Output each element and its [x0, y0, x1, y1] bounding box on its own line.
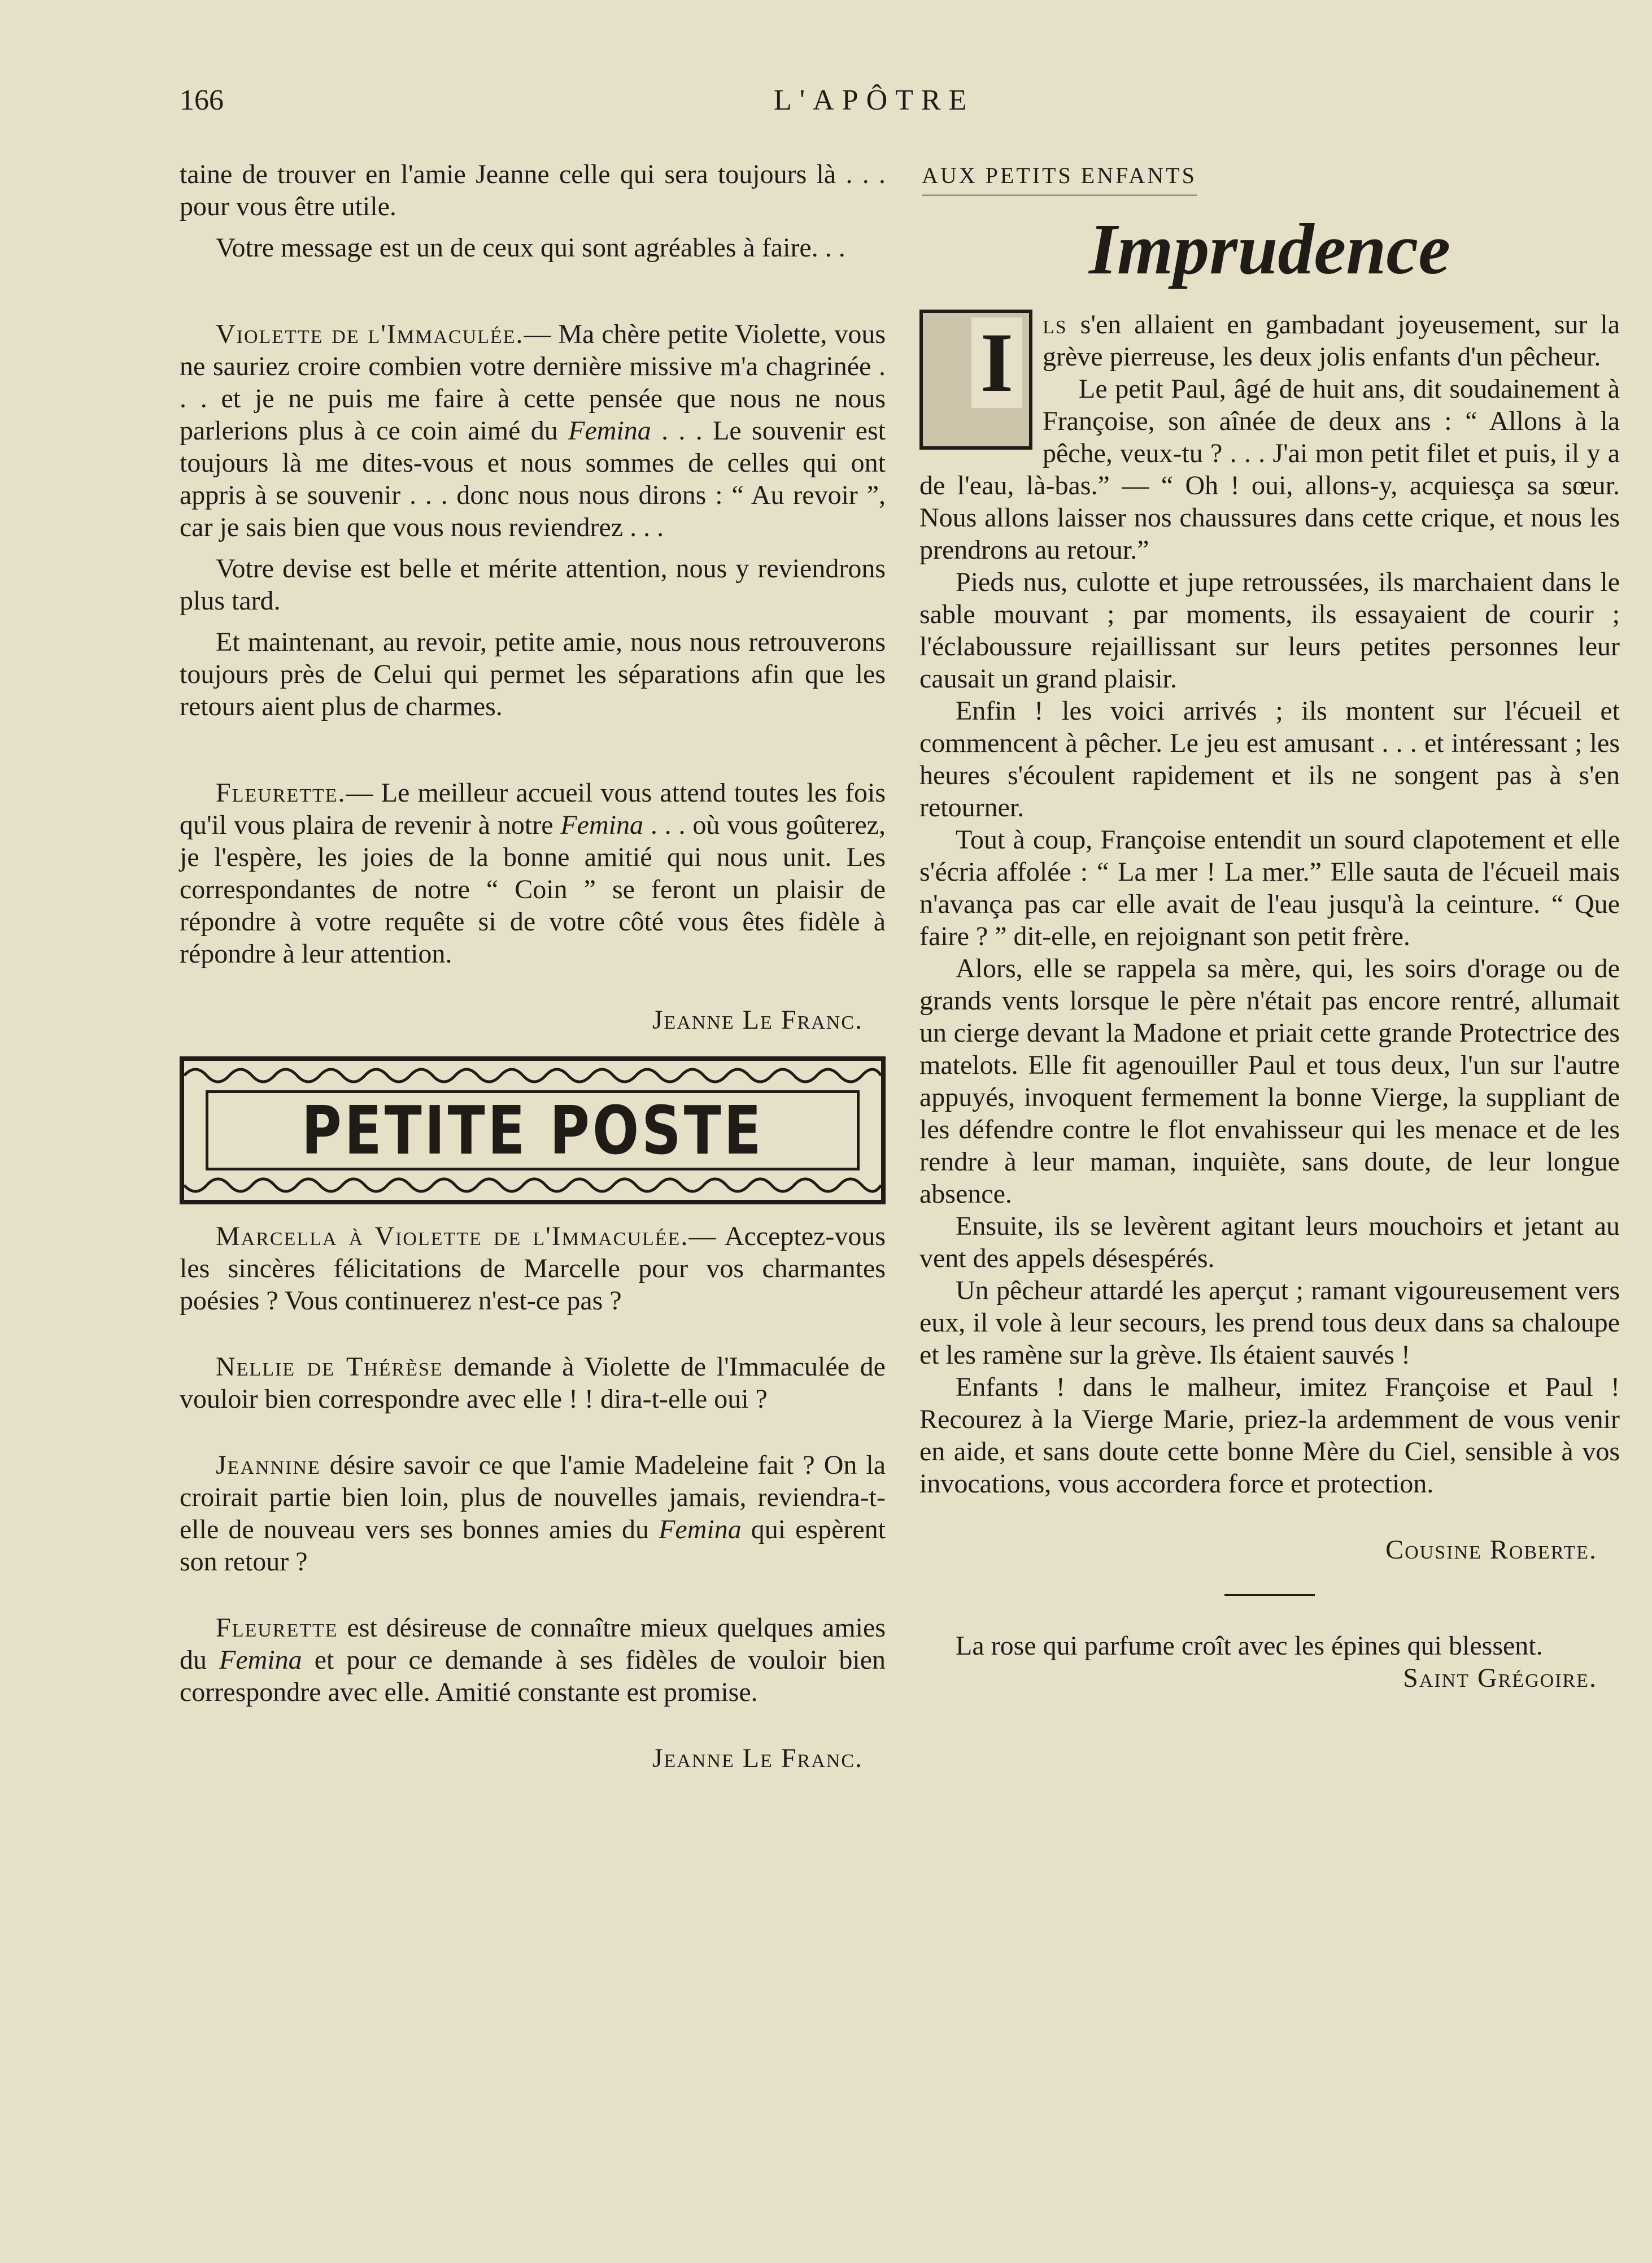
petite-poste-banner: [180, 1056, 886, 1204]
letter-fleurette: Fleurette.— Le meilleur accueil vous attend toutes les fois qu'il vous plaira de revenir à notre Femina . . . où vous goûterez, je l'espère, les joies de la bonne amitié qui nous unit. Les correspondantes de notre “ Coin ” se feront un plaisir de répondre à votre requête si de votre côté vous êtes fidèle à répondre à leur attention.: [180, 778, 886, 969]
paragraph: Tout à coup, Françoise entendit un sourd clapotement et elle s'écria affolée : “ La mer ! La mer.” Elle sauta de l'écueil mais n'avança pas car elle avait de l'eau jusqu'à la ceinture. “ Que faire ? ” dit-elle, en rejoignant son petit frère.: [919, 825, 1620, 951]
correspondent-name: Fleurette: [216, 1613, 338, 1643]
paragraph: taine de trouver en l'amie Jeanne celle qui sera toujours là . . . pour vous être utile.: [180, 159, 886, 221]
quote: La rose qui parfume croît avec les épines qui blessent.: [956, 1631, 1543, 1661]
correspondent-name: Jeannine: [216, 1450, 321, 1480]
paragraph: Enfin ! les voici arrivés ; ils montent sur l'écueil et commencent à pêcher. Le jeu est amusant . . . et intéressant ; les heures s'écoulent rapidement et ils ne songent pas à s'en retourner.: [919, 696, 1620, 822]
banner-frame: [206, 1090, 860, 1170]
left-column: [180, 158, 886, 1774]
paragraph: Votre devise est belle et mérite attention, nous y reviendrons plus tard.: [180, 554, 886, 616]
paragraph: Pieds nus, culotte et jupe retroussées, ils marchaient dans le sable mouvant ; par moments, ils essayaient de courir ; l'éclaboussure rejaillissant sur leurs petites personnes leur causait un grand plaisir.: [919, 567, 1620, 694]
story-opening: I ls s'en allaient en gambadant joyeusement, sur la grève pierreuse, les deux jolis enfants d'un pêcheur.: [919, 308, 1620, 373]
dropcap-letter: I: [971, 317, 1022, 408]
dropcap: [919, 310, 1032, 450]
ornament-border-icon: [184, 1063, 881, 1088]
page-number: 166: [180, 84, 224, 116]
signature: Jeanne Le Franc.: [652, 1005, 863, 1035]
paragraph: Et maintenant, au revoir, petite amie, nous nous retrouverons toujours près de Celui qui permet les séparations afin que les retours aient plus de charmes.: [180, 627, 886, 721]
letter-fleurette-2: Fleurette est désireuse de connaître mieux quelques amies du Femina et pour ce demande à ses fidèles de vouloir bien correspondre avec elle. Amitié constante est promise.: [180, 1613, 886, 1707]
letter-jeannine: Jeannine désire savoir ce que l'amie Madeleine fait ? On la croirait partie bien loin, plus de nouvelles jamais, reviendra-t-elle de nouveau vers ses bonnes amies du Femina qui espèrent son retour ?: [180, 1450, 886, 1577]
section-label: AUX PETITS ENFANTS: [922, 159, 1197, 195]
letter-marcella: Marcella à Violette de l'Immaculée.— Acceptez-vous les sincères félicitations de Marcelle pour vos charmantes poésies ? Vous continuerez n'est-ce pas ?: [180, 1221, 886, 1316]
running-title: L'APÔTRE: [774, 84, 975, 116]
ornament-border-icon: [184, 1173, 881, 1198]
signature: Cousine Roberte.: [1385, 1535, 1597, 1565]
correspondent-name: Violette de l'Immaculée.: [216, 319, 524, 349]
paragraph: Le petit Paul, âgé de huit ans, dit soudainement à Françoise, son aînée de deux ans : “ Allons à la pêche, veux-tu ? . . . J'ai mon petit filet et puis, il y a de l'eau, là-bas.” — “ Oh ! oui, allons-y, acquiesça sa sœur. Nous allons laisser nos chaussures dans cette crique, et nous les prendrons au retour.”: [919, 374, 1620, 565]
paragraph: Enfants ! dans le malheur, imitez Françoise et Paul ! Recourez à la Vierge Marie, priez-la ardemment de vous venir en aide, et sans doute cette bonne Mère du Ciel, sensible à vos invocations, vous accordera force et protection.: [919, 1372, 1620, 1499]
letter-violette: Violette de l'Immaculée.— Ma chère petite Violette, vous ne sauriez croire combien votre dernière missive m'a chagrinée . . . et je ne puis me faire à cette pensée que nous ne nous parlerions plus à ce coin aimé du Femina . . . Le souvenir est toujours là me dites-vous et nous sommes de celles qui ont appris à se souvenir . . . donc nous nous dirons : “ Au revoir ”, car je sais bien que vous nous reviendrez . . .: [180, 319, 886, 542]
banner-title: PETITE POSTE: [301, 1091, 764, 1169]
letter-nellie: Nellie de Thérèse demande à Violette de l'Immaculée de vouloir bien correspondre avec elle ! ! dira-t-elle oui ?: [180, 1352, 886, 1414]
paragraph: Alors, elle se rappela sa mère, qui, les soirs d'orage ou de grands vents lorsque le père n'était pas encore rentré, allumait un cierge devant la Madone et priait cette grande Protectrice des matelots. Elle fit agenouiller Paul et tous deux, l'un sur l'autre appuyés, invoquent fermement la bonne Vierge, la suppliant de les défendre contre le flot envahisseur qui les menace et de les rendre à leur maman, inquiète, sans doute, de leur longue absence.: [919, 954, 1620, 1209]
divider: [1224, 1594, 1315, 1596]
paragraph: Votre message est un de ceux qui sont agréables à faire. . .: [216, 233, 845, 263]
paragraph: Ensuite, ils se levèrent agitant leurs mouchoirs et jetant au vent des appels désespérés.: [919, 1211, 1620, 1273]
right-column: [919, 158, 1620, 1694]
signature: Jeanne Le Franc.: [652, 1743, 863, 1773]
story-headline: Imprudence: [1089, 209, 1450, 289]
paragraph: Un pêcheur attardé les aperçut ; ramant vigoureusement vers eux, il vole à leur secours, les prend tous deux dans sa chaloupe et les ramène sur la grève. Ils étaient sauvés !: [919, 1276, 1620, 1370]
correspondent-name: Nellie de Thérèse: [216, 1352, 443, 1382]
correspondent-name: Marcella à Violette de l'Immaculée.: [216, 1221, 689, 1251]
quote-author: Saint Grégoire.: [1403, 1663, 1597, 1693]
correspondent-name: Fleurette.: [216, 778, 346, 808]
